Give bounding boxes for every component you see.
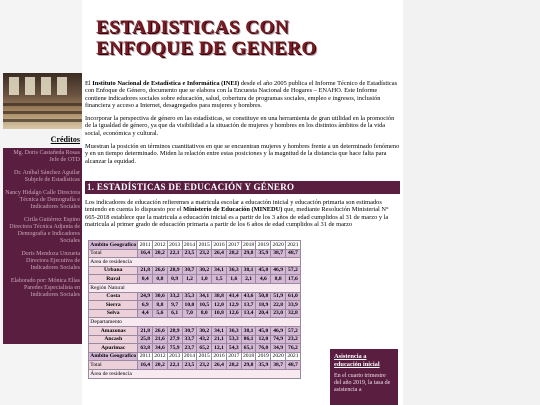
table-cell: 0,4 — [138, 275, 153, 284]
row-label: Apurimac — [89, 344, 138, 353]
table-cell: 18,9 — [256, 301, 271, 310]
column-header-ambito: Ambito Geografico — [90, 353, 137, 360]
table-cell: 48,7 — [286, 361, 301, 370]
table-header-row — [89, 241, 301, 250]
table-cell: 21,8 — [138, 266, 153, 275]
table-cell: 34,1 — [197, 292, 212, 301]
table-cell: 41,4 — [226, 292, 241, 301]
group-label: Región Natural — [89, 283, 301, 292]
table-cell: 86,1 — [241, 335, 256, 344]
table-cell: 23,2 — [286, 335, 301, 344]
table-cell: 33,7 — [182, 335, 197, 344]
table-row — [89, 335, 301, 344]
section-education-text — [85, 199, 398, 228]
table-cell: 0,9 — [167, 275, 182, 284]
table-cell: 36,3 — [226, 266, 241, 275]
section-text-rest: que, mediante Resolución Ministerial N° 665-2018 establece que la matricula a educación inicial es a partir de los 3 años de edad cumplidos al 31 de marzo y la matricula al primer grado de educación primaria a partir de los 6 años de edad cumplidos al 31 de marzo — [85, 206, 389, 228]
table-cell: 34,1 — [212, 266, 227, 275]
table-cell: 1,6 — [226, 275, 241, 284]
table-row — [89, 301, 301, 310]
intro-paragraph-3: Muestran la posición en términos cuantitativos en que se encuentran mujeres y hombres frente a un determinado fenómeno y en un tiempo determinado. Miden la relación entre estas posiciones y la magnitud de la distancia que hace falta para alcanzar la equidad. — [85, 143, 400, 165]
table-cell: 28,2 — [226, 249, 241, 258]
table-cell: 22,1 — [167, 249, 182, 258]
intro-p1-prefix: El — [85, 80, 93, 87]
table-cell: 12,9 — [226, 301, 241, 310]
table-row — [89, 249, 301, 258]
table-cell: 48,7 — [286, 249, 301, 258]
table-cell: 8,8 — [271, 275, 286, 284]
table-cell: 13,7 — [241, 301, 256, 310]
table-cell: 38,7 — [271, 249, 286, 258]
table-cell: 57,2 — [286, 266, 301, 275]
column-header-year: 2016 — [213, 241, 225, 248]
column-header-ambito: Ambito Geografico — [90, 241, 137, 248]
column-header-year: 2013 — [169, 241, 181, 248]
table-cell: 57,2 — [286, 326, 301, 335]
page-title-line1: ESTADISTICAS CON — [96, 17, 289, 38]
table-cell: 74,9 — [271, 335, 286, 344]
table-cell: 46,9 — [271, 326, 286, 335]
table-cell: 8,8 — [153, 301, 168, 310]
table-row — [89, 326, 301, 335]
table-group-row — [89, 283, 301, 292]
table-cell: 36,3 — [226, 326, 241, 335]
column-header-year: 2012 — [154, 241, 166, 248]
row-label: Total — [89, 361, 138, 370]
table-cell: 21,6 — [153, 335, 168, 344]
table-cell: 1,0 — [197, 275, 212, 284]
column-header-year: 2011 — [139, 241, 151, 248]
column-header-year: 2017 — [228, 353, 240, 360]
column-header-year: 2018 — [242, 353, 255, 360]
table-cell: 23,0 — [271, 309, 286, 318]
table-cell: 28,9 — [167, 266, 182, 275]
table-cell: 33,2 — [167, 292, 182, 301]
column-header-year: 2021 — [287, 241, 299, 248]
table-cell: 38,1 — [241, 266, 256, 275]
row-label: Ancash — [89, 335, 138, 344]
table-cell: 6,9 — [138, 301, 153, 310]
left-sidebar — [3, 73, 82, 344]
group-label: Departamento — [89, 318, 301, 327]
table-cell: 21,1 — [212, 335, 227, 344]
intro-paragraph-1 — [85, 80, 400, 109]
table-cell: 38,7 — [271, 361, 286, 370]
right-page-margin — [403, 0, 540, 405]
table-cell: 9,7 — [167, 301, 182, 310]
table-cell: 22,1 — [167, 361, 182, 370]
table-cell: 20,2 — [153, 361, 168, 370]
conference-photo — [3, 73, 82, 129]
table-cell: 35,9 — [256, 249, 271, 258]
table-cell: 65,2 — [197, 344, 212, 353]
table-row — [89, 266, 301, 275]
table-group-row — [89, 369, 301, 378]
row-label: Sierra — [89, 301, 138, 310]
table-cell: 13,4 — [241, 309, 256, 318]
page-title-line2: ENFOQUE DE GENERO — [96, 38, 317, 59]
table-cell: 12,0 — [212, 301, 227, 310]
credit-entry: Nancy Hidalgo Calle Directora Técnica de Demografía e Indicadores Sociales — [5, 190, 80, 210]
column-header-year: 2019 — [257, 241, 269, 248]
column-header-year: 2016 — [213, 353, 225, 360]
column-header-year: 2013 — [169, 353, 181, 360]
column-header-year: 2012 — [154, 353, 166, 360]
section-education-heading: 1. ESTADÍSTICAS DE EDUCACIÓN Y GÉNERO — [85, 181, 400, 194]
table-cell: 25,8 — [138, 335, 153, 344]
table-cell: 22,8 — [271, 301, 286, 310]
table-cell: 53,3 — [226, 335, 241, 344]
intro-paragraph-2: Incorporar la perspectiva de género en las estadísticas, se constituye en una herramienta de gran utilidad en la promoción de la igualdad de género, ya que da visibilidad a la situación de mujeres y hombres en los distintos ámbitos de la vida social, económica y cultural. — [85, 115, 395, 137]
table-cell: 12,1 — [212, 344, 227, 353]
table-cell: 4,4 — [138, 309, 153, 318]
table-cell: 46,9 — [271, 266, 286, 275]
table-cell: 20,4 — [256, 309, 271, 318]
aside-panel — [330, 349, 398, 405]
table-cell: 43,2 — [197, 335, 212, 344]
table-cell: 20,2 — [153, 249, 168, 258]
aside-body: En el cuarto trimestre del año 2019, la tasa de asistencia a — [334, 373, 391, 393]
table-cell: 7,0 — [182, 309, 197, 318]
group-label: Área de residencia — [89, 369, 301, 378]
table-cell: 1,2 — [182, 275, 197, 284]
creditos-link[interactable]: Créditos — [50, 135, 80, 144]
table-cell: 30,7 — [182, 266, 197, 275]
table-cell: 34,1 — [212, 326, 227, 335]
table-cell: 34,6 — [153, 344, 168, 353]
column-header-year: 2021 — [287, 353, 299, 360]
credit-entry: Elaborado por: Mónica Elías Paredes Especialista en Indicadores Sociales — [10, 278, 80, 298]
table-row — [89, 292, 301, 301]
column-header-year: 2015 — [198, 353, 210, 360]
table-cell: 23,2 — [197, 361, 212, 370]
table-cell: 61,0 — [286, 292, 301, 301]
table-cell: 1,5 — [212, 275, 227, 284]
row-label: Total — [89, 249, 138, 258]
table-cell: 45,0 — [256, 326, 271, 335]
table-cell: 26,6 — [153, 326, 168, 335]
table-cell: 51,9 — [271, 292, 286, 301]
table-cell: 12,6 — [226, 309, 241, 318]
credit-entry: Mg. Doris Castañeda Rosas Jefe de OTD — [13, 150, 80, 163]
credit-entry: Dr. Aníbal Sánchez Aguilar Subjefe de Estadísticas — [14, 170, 80, 183]
table-cell: 43,6 — [241, 292, 256, 301]
table-cell: 38,8 — [212, 292, 227, 301]
table-cell: 76,0 — [256, 344, 271, 353]
table-cell: 54,3 — [226, 344, 241, 353]
table-cell: 5,6 — [153, 309, 168, 318]
table-cell: 28,9 — [167, 326, 182, 335]
table-cell: 33,9 — [286, 301, 301, 310]
column-header-year: 2017 — [228, 241, 240, 248]
table-cell: 4,6 — [256, 275, 271, 284]
column-header-year: 2015 — [198, 241, 210, 248]
table-cell: 21,8 — [138, 326, 153, 335]
header-banner — [82, 3, 403, 71]
credit-entry: Doris Mendoza Unzueta Directora Ejecutiva de Indicadores Sociales — [21, 251, 80, 271]
table-cell: 0,8 — [153, 275, 168, 284]
table-cell: 26,6 — [153, 266, 168, 275]
table-cell: 23,7 — [182, 344, 197, 353]
table-cell: 23,2 — [197, 249, 212, 258]
table-cell: 10,8 — [212, 309, 227, 318]
table-cell: 29,8 — [241, 361, 256, 370]
column-header-year: 2019 — [257, 353, 269, 360]
table-cell: 65,1 — [241, 344, 256, 353]
credit-entry: Cirila Gutiérrez Espino Directora Técnica Adjunta de Demografía e Indicadores Sociales — [9, 217, 80, 244]
table-cell: 30,2 — [197, 266, 212, 275]
table-cell: 6,1 — [167, 309, 182, 318]
column-header-year: 2020 — [272, 241, 284, 248]
row-label: Costa — [89, 292, 138, 301]
credits-panel — [3, 148, 82, 344]
table-cell: 12,0 — [256, 335, 271, 344]
table-cell: 30,6 — [153, 292, 168, 301]
page-title — [96, 17, 317, 59]
column-header-year: 2014 — [183, 353, 196, 360]
table-cell: 35,3 — [182, 292, 197, 301]
table-cell: 10,0 — [182, 301, 197, 310]
table-cell: 16,4 — [138, 249, 153, 258]
table-cell: 28,2 — [226, 361, 241, 370]
column-header-year: 2011 — [139, 353, 151, 360]
group-label: Area de residencia — [89, 258, 301, 267]
table-cell: 30,2 — [197, 326, 212, 335]
table-row — [89, 275, 301, 284]
table-cell: 30,7 — [182, 326, 197, 335]
table-row — [89, 309, 301, 318]
table-group-row — [89, 318, 301, 327]
inei-name: Instituto Nacional de Estadística e Informática (INEI) — [92, 80, 240, 87]
table-row — [89, 361, 301, 370]
row-label: Urbana — [89, 266, 138, 275]
column-header-year: 2014 — [183, 241, 196, 248]
table-cell: 17,6 — [286, 275, 301, 284]
minedu-name: Ministerio de Educación (MINEDU) — [183, 206, 283, 214]
table-cell: 29,8 — [241, 249, 256, 258]
table-cell: 63,8 — [138, 344, 153, 353]
table-cell: 26,4 — [212, 361, 227, 370]
table-header-row — [89, 352, 301, 361]
table-cell: 23,5 — [182, 361, 197, 370]
column-header-year: 2020 — [272, 353, 284, 360]
table-group-row — [89, 258, 301, 267]
table-cell: 32,8 — [286, 309, 301, 318]
section-text-prefix: Los indicadores de educación refieremes a matricula escolar a educación inicial y educación primaria son estimados teniendo en cuenta lo dispuesto por el — [85, 199, 382, 214]
table-cell: 75,9 — [167, 344, 182, 353]
table-cell: 23,5 — [182, 249, 197, 258]
table-cell: 10,5 — [197, 301, 212, 310]
table-cell: 45,0 — [256, 266, 271, 275]
table-cell: 50,8 — [256, 292, 271, 301]
row-label: Rural — [89, 275, 138, 284]
table-cell: 38,1 — [241, 326, 256, 335]
table-cell: 76,2 — [286, 344, 301, 353]
table-cell: 34,9 — [271, 344, 286, 353]
table-cell: 2,1 — [241, 275, 256, 284]
aside-title-link[interactable]: Asistencia a educación inicial — [334, 353, 380, 368]
row-label: Amazonas — [89, 326, 138, 335]
table-cell: 35,9 — [256, 361, 271, 370]
row-label: Selva — [89, 309, 138, 318]
education-data-table — [88, 240, 301, 379]
intro-p1-text: desde el año 2005 publica el Informe Técnico de Estadísticas con Enfoque de Género, documento que se elabora con la Encuesta Nacional de Hogares – ENAHO. Este Informe contiene indicadores sociales sobre educación, salud, cobertura de programas sociales, empleo e ingresos, inclusión financiera y acceso a Internet, desagregados para mujeres y hombres. — [85, 80, 398, 109]
table-cell: 26,4 — [212, 249, 227, 258]
table-cell: 8,0 — [197, 309, 212, 318]
table-cell: 27,9 — [167, 335, 182, 344]
table-cell: 16,4 — [138, 361, 153, 370]
column-header-year: 2018 — [242, 241, 255, 248]
table-row — [89, 344, 301, 353]
intro-content — [85, 80, 400, 171]
table-cell: 24,9 — [138, 292, 153, 301]
